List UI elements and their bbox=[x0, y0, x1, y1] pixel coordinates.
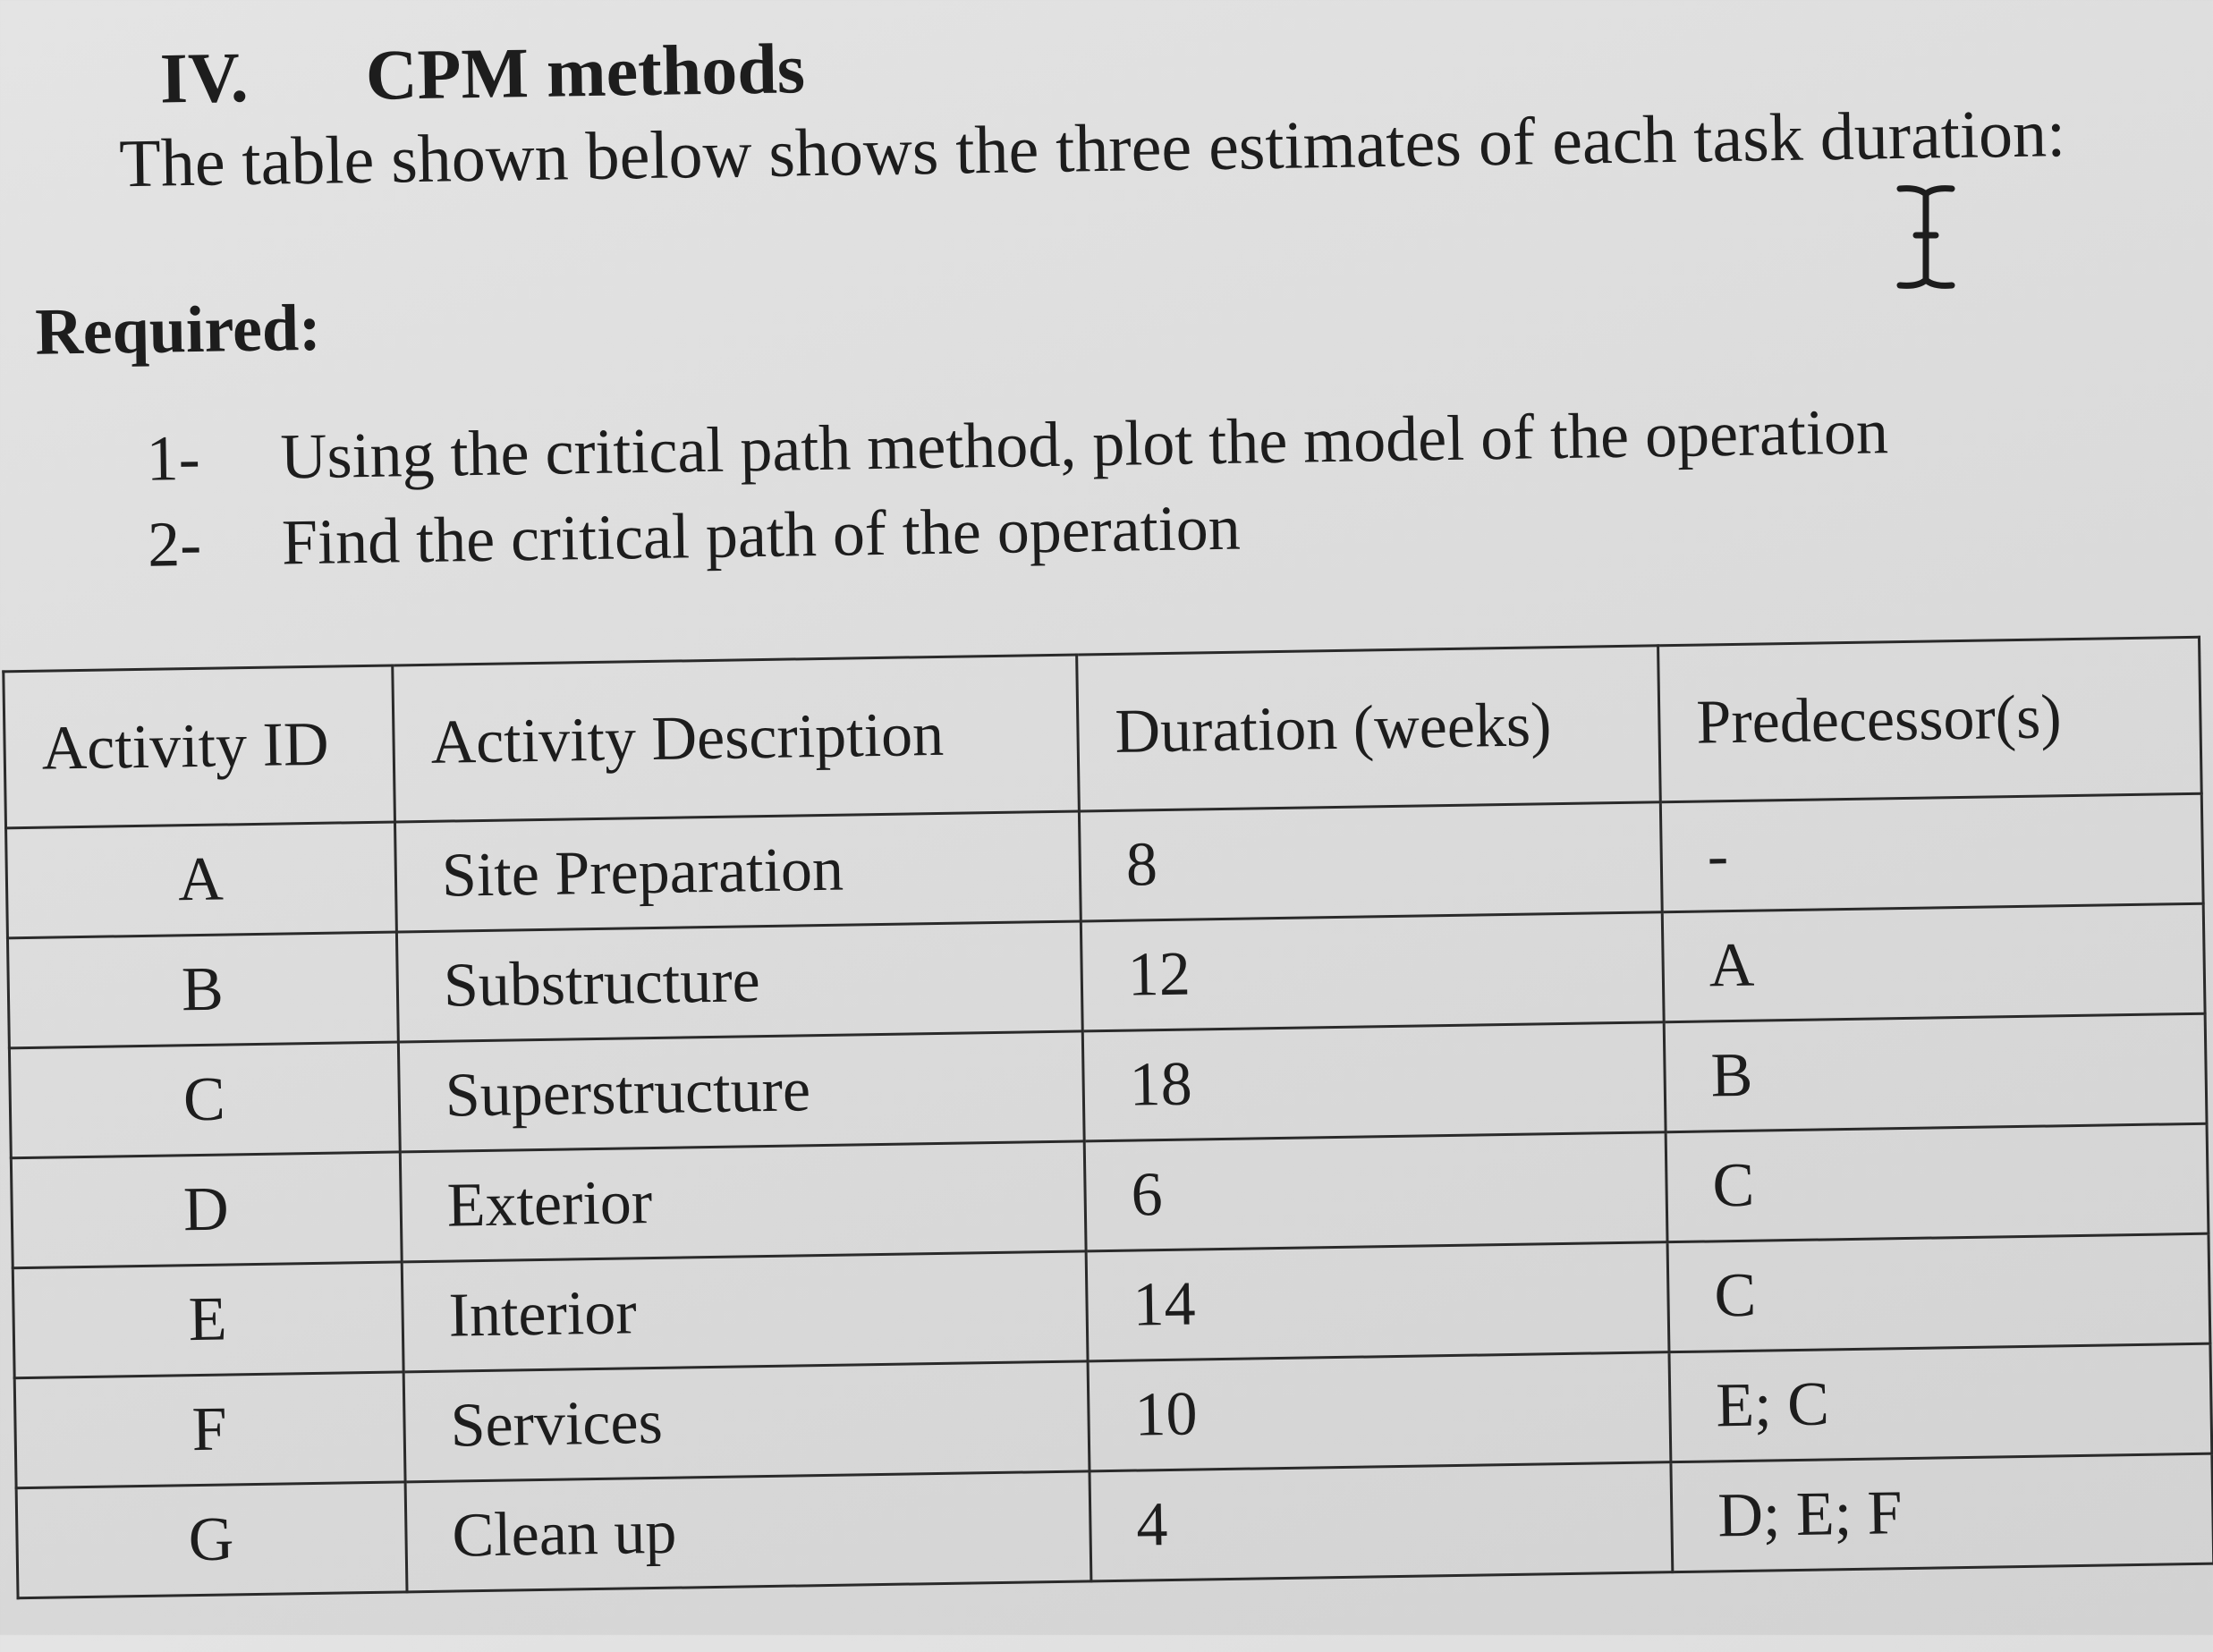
requirement-number: 2- bbox=[147, 507, 202, 580]
column-header-duration: Duration (weeks) bbox=[1077, 646, 1661, 811]
requirement-text: Find the critical path of the operation bbox=[281, 491, 1242, 579]
column-header-description: Activity Description bbox=[393, 655, 1080, 822]
activity-id-cell: D bbox=[11, 1152, 402, 1268]
duration-cell: 12 bbox=[1081, 912, 1664, 1031]
description-cell: Interior bbox=[402, 1251, 1088, 1372]
predecessors-cell: B bbox=[1664, 1013, 2207, 1131]
duration-cell: 4 bbox=[1090, 1462, 1673, 1581]
requirement-number: 1- bbox=[145, 421, 201, 495]
intro-text: The table shown below shows the three estimates of each task duration: bbox=[118, 96, 2066, 202]
section-heading bbox=[159, 30, 806, 119]
requirements-list bbox=[146, 388, 1890, 588]
predecessors-cell: - bbox=[1660, 793, 2203, 911]
description-cell: Site Preparation bbox=[394, 811, 1081, 932]
activity-id-cell: E bbox=[13, 1262, 403, 1378]
duration-cell: 6 bbox=[1084, 1132, 1667, 1251]
section-title: CPM methods bbox=[365, 30, 806, 115]
activity-id-cell: A bbox=[6, 822, 397, 938]
activity-id-cell: G bbox=[16, 1482, 407, 1598]
section-numeral: IV. bbox=[159, 38, 250, 119]
activity-id-cell: C bbox=[9, 1042, 400, 1158]
duration-cell: 18 bbox=[1082, 1022, 1666, 1141]
predecessors-cell: C bbox=[1667, 1233, 2210, 1351]
description-cell: Substructure bbox=[396, 921, 1082, 1042]
requirement-text: Using the critical path method, plot the model of the operation bbox=[279, 395, 1889, 493]
predecessors-cell: C bbox=[1666, 1123, 2209, 1241]
description-cell: Clean up bbox=[405, 1471, 1091, 1592]
predecessors-cell: D; E; F bbox=[1671, 1453, 2213, 1572]
activity-id-cell: F bbox=[14, 1372, 405, 1488]
duration-cell: 8 bbox=[1079, 802, 1662, 921]
duration-cell: 10 bbox=[1088, 1352, 1671, 1471]
predecessors-cell: E; C bbox=[1669, 1343, 2212, 1461]
text-cursor-icon bbox=[1895, 183, 1957, 291]
activity-id-cell: B bbox=[7, 932, 398, 1048]
activity-table bbox=[2, 636, 2213, 1599]
column-header-activity-id: Activity ID bbox=[4, 665, 395, 828]
description-cell: Exterior bbox=[400, 1141, 1086, 1262]
predecessors-cell: A bbox=[1662, 903, 2205, 1021]
description-cell: Services bbox=[403, 1361, 1090, 1482]
required-label: Required: bbox=[34, 291, 322, 369]
duration-cell: 14 bbox=[1086, 1242, 1669, 1361]
description-cell: Superstructure bbox=[398, 1031, 1084, 1152]
column-header-predecessors: Predecessor(s) bbox=[1658, 637, 2202, 801]
